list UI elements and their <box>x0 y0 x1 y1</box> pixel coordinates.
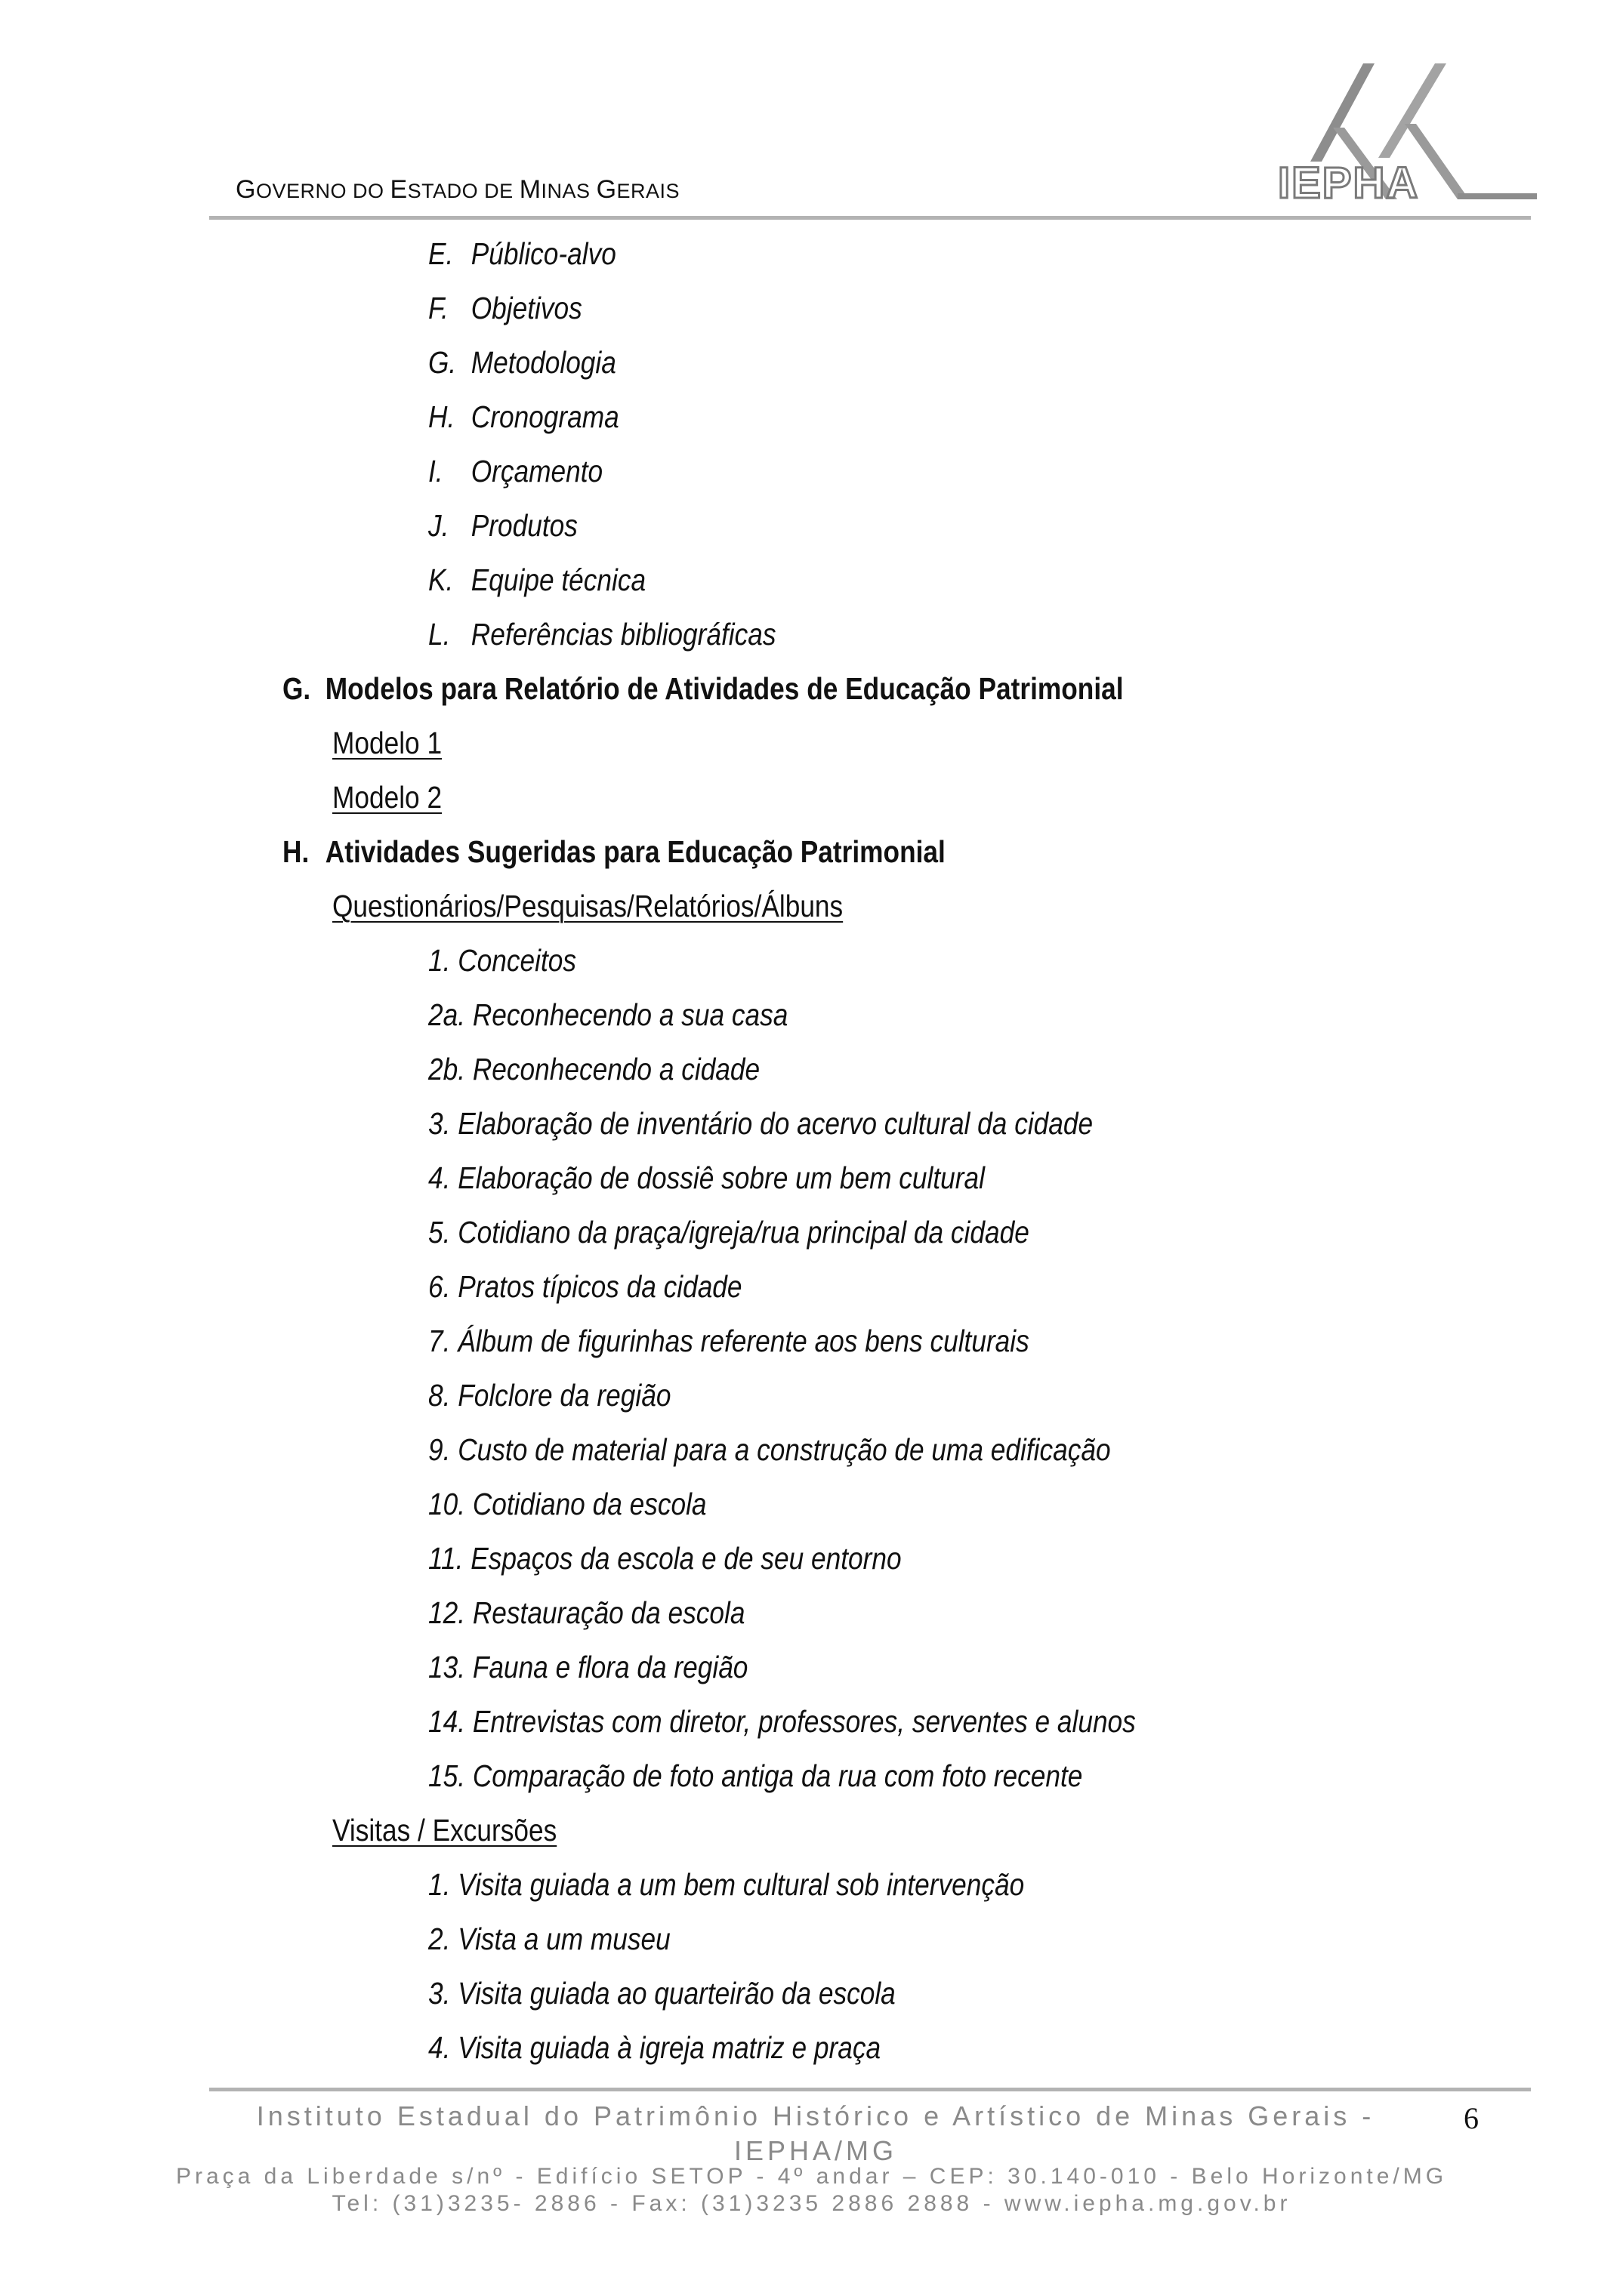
header-title-part: STADO DE <box>407 180 520 202</box>
activity-item: 10. Cotidiano da escola <box>428 1487 707 1521</box>
section-title: Modelos para Relatório de Atividades de Educação Patrimonial <box>325 671 1124 706</box>
sub-item-text: Produtos <box>471 508 578 543</box>
footer-institution: Instituto Estadual do Patrimônio Histórico e Artístico de Minas Gerais - IEPHA/MG <box>256 2100 1375 2166</box>
activity-item: 6. Pratos típicos da cidade <box>428 1269 742 1304</box>
header-title <box>236 175 680 205</box>
activity-item: 12. Restauração da escola <box>428 1595 745 1630</box>
section-letter: H. <box>282 834 310 869</box>
sub-item-text: Objetivos <box>471 291 582 325</box>
section-h-heading <box>282 834 946 870</box>
visit-item: 3. Visita guiada ao quarteirão da escola <box>428 1976 896 2011</box>
sub-item <box>428 236 616 272</box>
section-g-heading <box>282 670 1124 707</box>
header-title-cap: G <box>236 175 256 204</box>
activity-item: 13. Fauna e flora da região <box>428 1650 748 1684</box>
modelo-1-link[interactable]: Modelo 1 <box>332 726 443 760</box>
sub-item-letter: L. <box>428 617 451 652</box>
header-title-part: ERAIS <box>616 180 680 202</box>
activity-item: 5. Cotidiano da praça/igreja/rua principal da cidade <box>428 1215 1029 1250</box>
header-title-part: INAS <box>541 180 597 202</box>
activity-item: 1. Conceitos <box>428 943 576 978</box>
section-letter: G. <box>282 671 311 706</box>
activity-item: 15. Comparação de foto antiga da rua com foto recente <box>428 1758 1083 1793</box>
activity-item: 11. Espaços da escola e de seu entorno <box>428 1541 902 1576</box>
header-title-part: OVERNO DO <box>255 180 390 202</box>
sub-item-letter: H. <box>428 399 455 434</box>
sub-item-letter: I. <box>428 454 443 488</box>
header-divider <box>209 216 1531 220</box>
sub-item-text: Referências bibliográficas <box>471 617 776 652</box>
sub-item <box>428 344 616 381</box>
footer-address: Praça da Liberdade s/nº - Edifício SETOP - 4º andar – CEP: 30.140-010 - Belo Horizonte/MG <box>175 2164 1448 2189</box>
sub-item-letter: G. <box>428 345 457 380</box>
sub-item <box>428 507 578 544</box>
iepha-logo <box>1276 63 1537 207</box>
sub-item-text: Cronograma <box>471 399 619 434</box>
activity-item: 2a. Reconhecendo a sua casa <box>428 997 788 1032</box>
activity-item: 3. Elaboração de inventário do acervo cultural da cidade <box>428 1106 1094 1141</box>
activity-item: 8. Folclore da região <box>428 1378 671 1413</box>
activity-item: 4. Elaboração de dossiê sobre um bem cultural <box>428 1160 985 1195</box>
sub-item-text: Metodologia <box>471 345 616 380</box>
section-title: Atividades Sugeridas para Educação Patrimonial <box>325 834 946 869</box>
sub-item <box>428 453 603 489</box>
header-title-cap: M <box>519 175 542 204</box>
modelo-2-link[interactable]: Modelo 2 <box>332 780 443 815</box>
sub-item-letter: F. <box>428 291 449 325</box>
sub-item-text: Público-alvo <box>471 236 616 271</box>
page-number: 6 <box>1464 2101 1479 2135</box>
sub-item-letter: E. <box>428 236 454 271</box>
visit-item: 1. Visita guiada a um bem cultural sob intervenção <box>428 1867 1025 1902</box>
logo-text: IEPHA <box>1278 159 1420 207</box>
sub-item-letter: J. <box>428 508 449 543</box>
visit-item: 2. Vista a um museu <box>428 1922 671 1956</box>
activity-item: 9. Custo de material para a construção de uma edificação <box>428 1432 1111 1467</box>
sub-item-text: Orçamento <box>471 454 603 488</box>
sub-item-text: Equipe técnica <box>471 562 646 597</box>
activity-item: 14. Entrevistas com diretor, professores, serventes e alunos <box>428 1704 1136 1739</box>
activity-item: 7. Álbum de figurinhas referente aos bens culturais <box>428 1324 1029 1358</box>
footer-contact: Tel: (31)3235- 2886 - Fax: (31)3235 2886 2888 - www.iepha.mg.gov.br <box>332 2191 1291 2216</box>
visit-item: 4. Visita guiada à igreja matriz e praça <box>428 2030 881 2065</box>
sub-item <box>428 616 776 652</box>
header-title-cap: G <box>596 175 617 204</box>
sub-item <box>428 399 619 435</box>
sub-item <box>428 290 582 326</box>
footer-divider <box>209 2088 1531 2091</box>
sub-item <box>428 562 646 598</box>
visitas-link[interactable]: Visitas / Excursões <box>332 1813 557 1848</box>
sub-item-letter: K. <box>428 562 454 597</box>
activity-item: 2b. Reconhecendo a cidade <box>428 1052 761 1086</box>
header-title-cap: E <box>390 175 408 204</box>
questionarios-link[interactable]: Questionários/Pesquisas/Relatórios/Álbuns <box>332 889 844 923</box>
